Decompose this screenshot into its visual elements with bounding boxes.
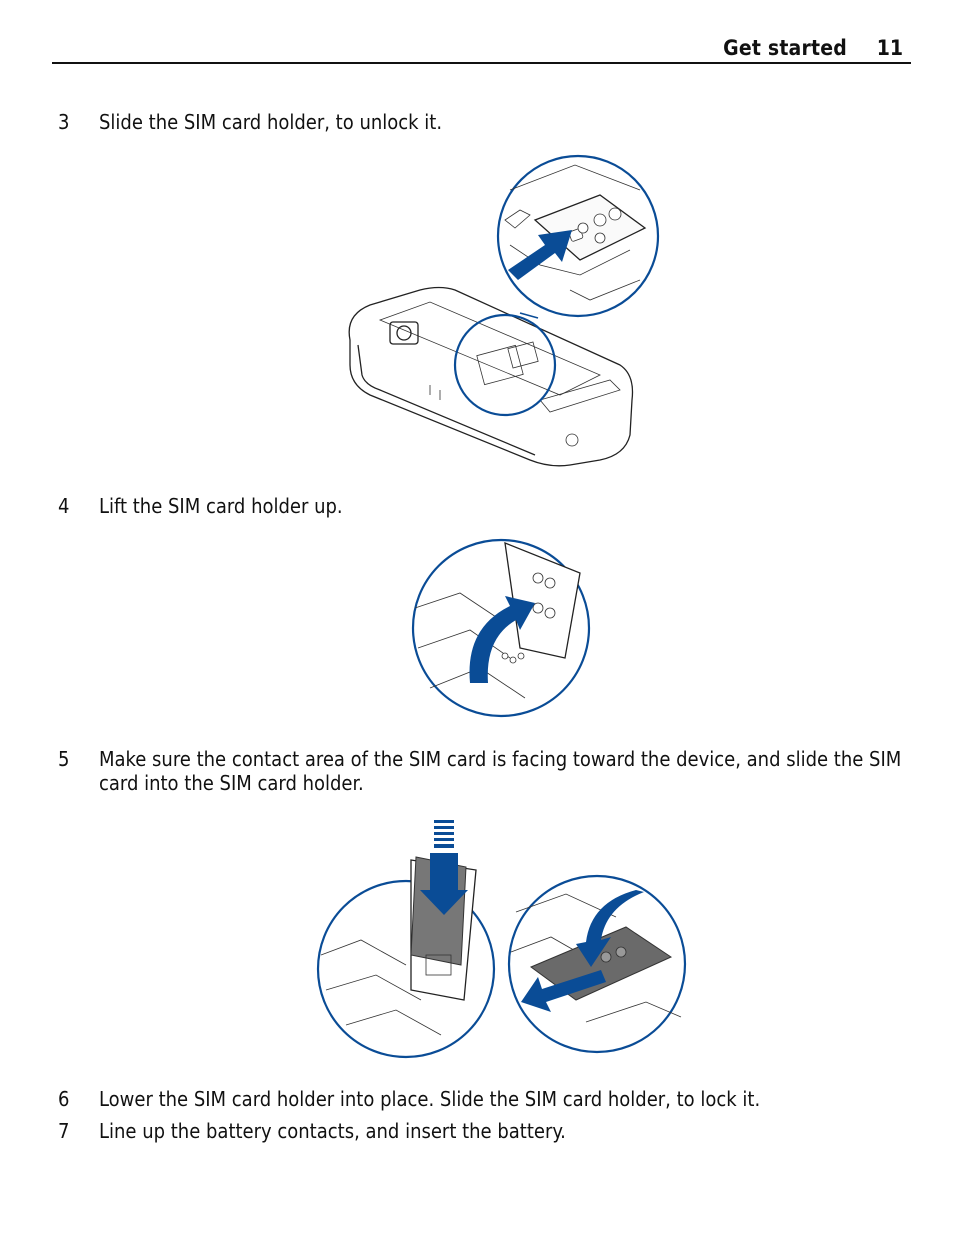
illustration-lift-sim-holder [410, 538, 594, 720]
step-number: 3 [58, 110, 70, 134]
step-text: Lift the SIM card holder up. [99, 494, 343, 518]
step-text: Lower the SIM card holder into place. Slide the SIM card holder, to lock it. [99, 1087, 761, 1111]
illustration-unlock-sim-holder [340, 150, 660, 470]
step-text: Line up the battery contacts, and insert the battery. [99, 1119, 566, 1143]
step-text: Slide the SIM card holder, to unlock it. [99, 110, 443, 134]
step-number: 7 [58, 1119, 70, 1143]
page-header [52, 36, 911, 64]
step-text: Make sure the contact area of the SIM card is facing toward the device, and slide the SIM card into the SIM card holder. [99, 747, 902, 795]
step-number: 6 [58, 1087, 70, 1111]
section-title: Get started [723, 36, 847, 60]
page-number: 11 [876, 36, 903, 60]
step-number: 5 [58, 747, 70, 771]
illustration-lower-sim-holder [506, 872, 690, 1056]
illustration-insert-sim-card [316, 815, 498, 1060]
step-number: 4 [58, 494, 70, 518]
